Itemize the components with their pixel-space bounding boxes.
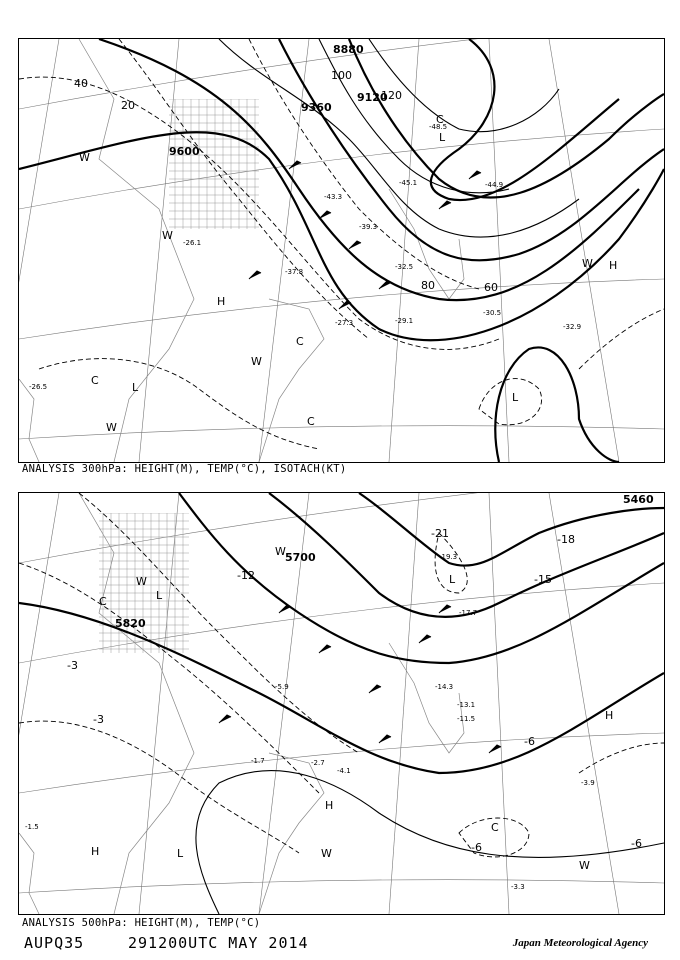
warm-marker: W [579, 859, 590, 872]
high-marker: H [91, 845, 100, 858]
temp-label: -43.3 [324, 193, 343, 201]
high-marker: H [325, 799, 334, 812]
coastline [19, 493, 464, 914]
temp-label: -32.5 [395, 263, 414, 271]
temp-label: -26.5 [29, 383, 48, 391]
height-label: 5700 [285, 551, 316, 564]
high-marker: H [609, 259, 618, 272]
temp-label: -3.9 [581, 779, 595, 787]
height-label: 9120 [357, 91, 388, 104]
temp-label: -3.3 [511, 883, 525, 891]
temp-label: -29.1 [395, 317, 414, 325]
temp-label: -17.7 [459, 609, 478, 617]
temp-label: -19.3 [439, 553, 458, 561]
low-marker: L [512, 391, 519, 404]
high-marker: H [217, 295, 226, 308]
temp-label: -14.3 [435, 683, 454, 691]
isotherm-label: -15 [534, 573, 552, 586]
temp-label: -27.3 [335, 319, 354, 327]
low-marker: L [449, 573, 456, 586]
low-marker: L [439, 131, 446, 144]
cold-marker: C [436, 113, 444, 126]
temp-label: -39.3 [359, 223, 378, 231]
isotach-contours [219, 39, 579, 237]
panel-caption-300hpa: ANALYSIS 300hPa: HEIGHT(M), TEMP(°C), ISOTACH(KT) [22, 463, 347, 475]
isotherm-label: -6 [471, 841, 482, 854]
height-label: 9600 [169, 145, 200, 158]
low-marker: L [177, 847, 184, 860]
agency-name: Japan Meteorological Agency [512, 937, 648, 949]
isotach-label: 20 [121, 99, 135, 112]
cold-marker: C [296, 335, 304, 348]
graticule [19, 39, 664, 462]
isotach-label: 60 [484, 281, 498, 294]
isotach-label: 120 [381, 89, 402, 102]
valid-time: 291200UTC MAY 2014 [128, 934, 309, 952]
isotach-label: 40 [74, 77, 88, 90]
map-300hpa-panel [18, 38, 665, 463]
warm-marker: W [275, 545, 286, 558]
cold-marker: C [307, 415, 315, 428]
isotherm-label: -6 [631, 837, 642, 850]
temp-label: -1.5 [25, 823, 39, 831]
high-marker: H [605, 709, 614, 722]
temp-label: -1.7 [251, 757, 265, 765]
height-label: 9360 [301, 101, 332, 114]
warm-marker: W [251, 355, 262, 368]
temp-label: -26.1 [183, 239, 202, 247]
cold-marker: C [491, 821, 499, 834]
isotherm-label: -3 [67, 659, 78, 672]
wind-barbs [219, 605, 501, 753]
warm-marker: W [106, 421, 117, 434]
temp-label: -37.8 [285, 268, 304, 276]
temp-label: -5.9 [275, 683, 289, 691]
map-500hpa-svg [19, 493, 664, 914]
isotherm-label: -6 [524, 735, 535, 748]
height-label: 8880 [333, 43, 364, 56]
map-500hpa-panel [18, 492, 665, 915]
warm-marker: W [136, 575, 147, 588]
isotherm-label: -21 [431, 527, 449, 540]
height-label: 5460 [623, 493, 654, 506]
low-marker: L [156, 589, 163, 602]
chart-id: AUPQ35 [24, 934, 85, 952]
temp-label: -32.9 [563, 323, 582, 331]
isotach-label: 100 [331, 69, 352, 82]
temp-label: -48.5 [429, 123, 448, 131]
height-label: 5820 [115, 617, 146, 630]
temp-label: -4.1 [337, 767, 351, 775]
isotherm-label: -3 [93, 713, 104, 726]
height-contours [19, 39, 664, 462]
low-marker: L [132, 381, 139, 394]
warm-marker: W [79, 151, 90, 164]
temp-label: -13.1 [457, 701, 476, 709]
temp-label: -11.5 [457, 715, 476, 723]
cold-marker: C [91, 374, 99, 387]
temp-label: -44.9 [485, 181, 504, 189]
isotach-label: 80 [421, 279, 435, 292]
map-300hpa-svg [19, 39, 664, 462]
warm-marker: W [582, 257, 593, 270]
warm-marker: W [162, 229, 173, 242]
temp-label: -45.1 [399, 179, 418, 187]
temp-label: -2.7 [311, 759, 325, 767]
isotherm-label: -12 [237, 569, 255, 582]
temp-label: -30.5 [483, 309, 502, 317]
panel-caption-500hpa: ANALYSIS 500hPa: HEIGHT(M), TEMP(°C) [22, 917, 261, 929]
warm-marker: W [321, 847, 332, 860]
isotherm-label: -18 [557, 533, 575, 546]
cold-marker: C [99, 595, 107, 608]
hatched-area [169, 99, 259, 229]
